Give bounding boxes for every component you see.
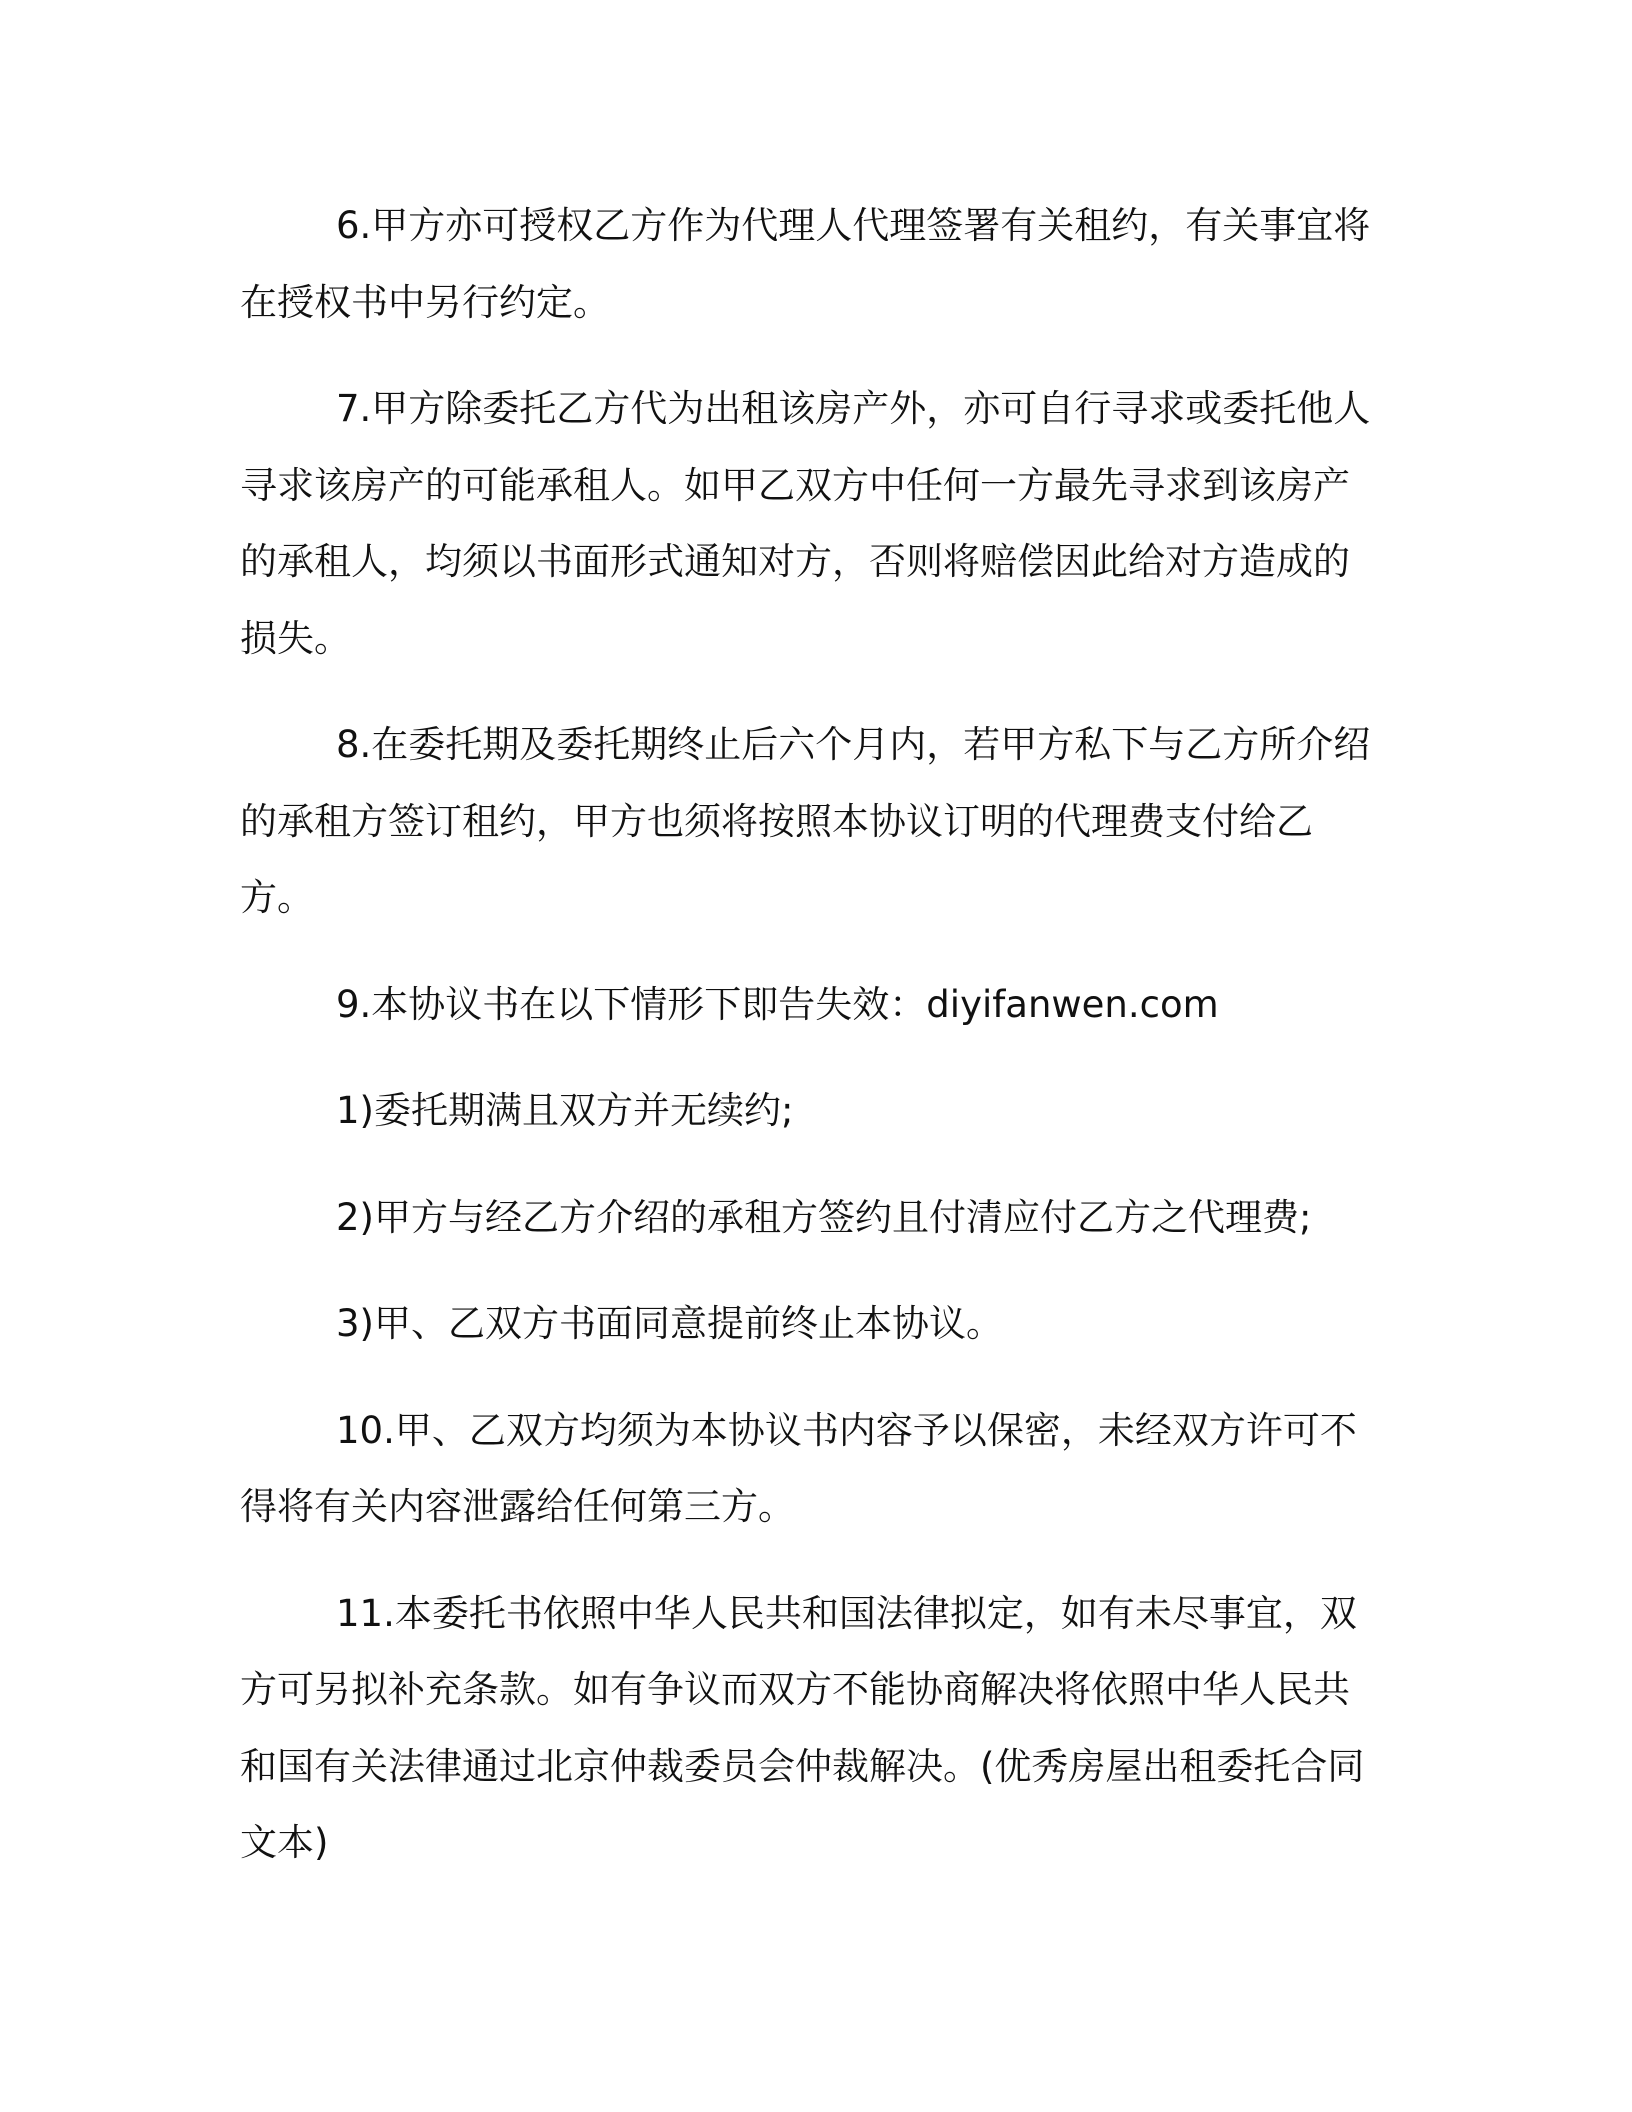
clause-9-item-2: 2)甲方与经乙方介绍的承租方签约且付清应付乙方之代理费; [336,1195,1312,1239]
clause-8: 8.在委托期及委托期终止后六个月内，若甲方私下与乙方所介绍的承租方签订租约，甲方也须将按照本协议订明的代理费支付给乙方。 [240,723,1371,919]
clause-10: 10.甲、乙双方均须为本协议书内容予以保密，未经双方许可不得将有关内容泄露给任何第三方。 [240,1408,1357,1528]
clause-11: 11.本委托书依照中华人民共和国法律拟定，如有未尽事宜，双方可另拟补充条款。如有争议而双方不能协商解决将依照中华人民共和国有关法律通过北京仲裁委员会仲裁解决。(优秀房屋出租委托合同文本) [240,1591,1365,1864]
document-body [240,188,1380,1882]
clause-9-item-1: 1)委托期满且双方并无续约; [336,1089,794,1132]
clause-9: 9.本协议书在以下情形下即告失效：diyifanwen.com [336,982,1219,1026]
clause-9-item-3: 3)甲、乙双方书面同意提前终止本协议。 [336,1302,1003,1345]
clause-6: 6.甲方亦可授权乙方作为代理人代理签署有关租约，有关事宜将在授权书中另行约定。 [240,204,1371,324]
clause-7: 7.甲方除委托乙方代为出租该房产外，亦可自行寻求或委托他人寻求该房产的可能承租人。如甲乙双方中任何一方最先寻求到该房产的承租人，均须以书面形式通知对方，否则将赔偿因此给对方造成的损失。 [240,387,1371,660]
